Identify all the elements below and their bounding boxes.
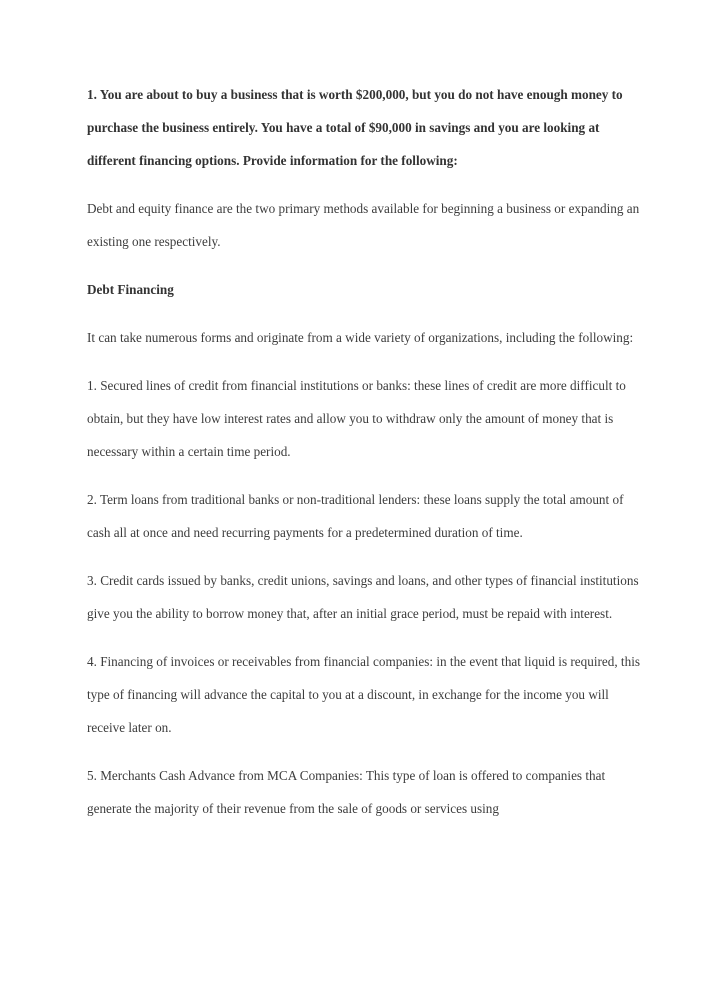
list-item: 1. Secured lines of credit from financial institutions or banks: these lines of credit are more difficult to obtain, but they have low interest rates and allow you to withdraw only the amount of money that is necessary within a certain time period. [87,378,626,459]
document-body [87,78,647,825]
section-intro-paragraph: It can take numerous forms and originate from a wide variety of organizations, including the following: [87,330,634,345]
list-item: 4. Financing of invoices or receivables from financial companies: in the event that liquid is required, this type of financing will advance the capital to you at a discount, in exchange for the income you will receive later on. [87,654,640,735]
list-item: 2. Term loans from traditional banks or non-traditional lenders: these loans supply the total amount of cash all at once and need recurring payments for a predetermined duration of time. [87,492,624,540]
section-heading: Debt Financing [87,282,174,297]
question-text: 1. You are about to buy a business that is worth $200,000, but you do not have enough money to purchase the business entirely. You have a total of $90,000 in savings and you are looking at different financing options. Provide information for the following: [87,87,623,168]
list-item: 5. Merchants Cash Advance from MCA Companies: This type of loan is offered to companies that generate the majority of their revenue from the sale of goods or services using [87,768,606,816]
list-item: 3. Credit cards issued by banks, credit unions, savings and loans, and other types of financial institutions give you the ability to borrow money that, after an initial grace period, must be repaid with interest. [87,573,639,621]
intro-paragraph: Debt and equity finance are the two primary methods available for beginning a business or expanding an existing one respectively. [87,201,640,249]
